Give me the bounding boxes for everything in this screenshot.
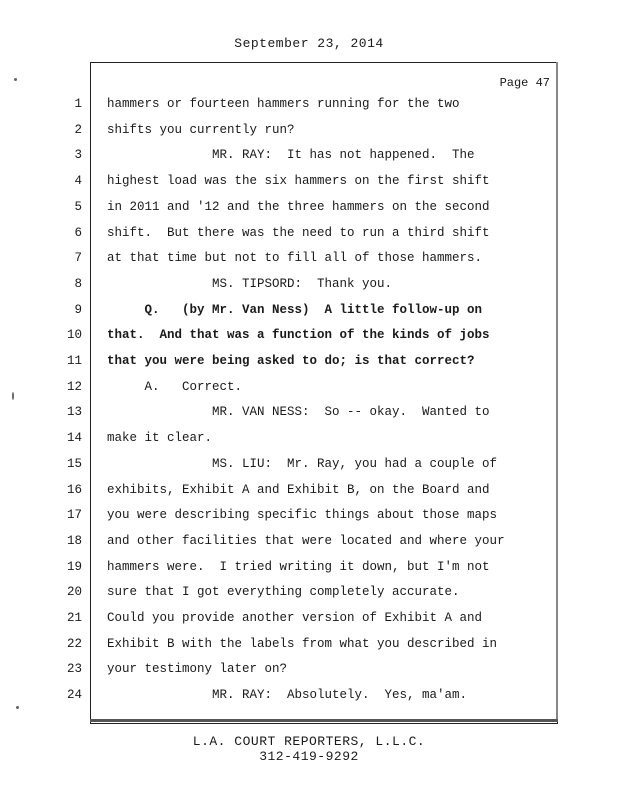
- line-number: 11: [66, 354, 82, 368]
- line-number: 15: [66, 457, 82, 471]
- line-number: 13: [66, 405, 82, 419]
- transcript-line: exhibits, Exhibit A and Exhibit B, on the Board and: [107, 483, 490, 497]
- frame-bottom-shadow: [90, 719, 558, 722]
- scan-speck: [16, 706, 19, 709]
- transcript-line: make it clear.: [107, 431, 213, 445]
- transcript-line: MR. RAY: It has not happened. The: [107, 148, 475, 162]
- transcript-line: that. And that was a function of the kinds of jobs: [107, 328, 490, 342]
- line-number: 7: [74, 251, 82, 265]
- line-number: 18: [66, 534, 82, 548]
- line-number: 12: [66, 380, 82, 394]
- transcript-line: shifts you currently run?: [107, 123, 295, 137]
- line-number: 14: [66, 431, 82, 445]
- line-number: 10: [66, 328, 82, 342]
- transcript-line: at that time but not to fill all of those hammers.: [107, 251, 483, 265]
- transcript-line: MS. TIPSORD: Thank you.: [107, 277, 393, 291]
- court-reporter-name: L.A. COURT REPORTERS, L.L.C.: [192, 734, 426, 749]
- transcript-line: highest load was the six hammers on the first shift: [107, 174, 490, 188]
- transcript-line: hammers or fourteen hammers running for the two: [107, 97, 460, 111]
- line-number: 19: [66, 560, 82, 574]
- frame-right-shadow: [556, 62, 558, 722]
- transcript-line: Q. (by Mr. Van Ness) A little follow-up on: [107, 303, 483, 317]
- transcript-line: in 2011 and '12 and the three hammers on the second: [107, 200, 490, 214]
- court-reporter-phone: 312-419-9292: [259, 749, 359, 764]
- line-number: 22: [66, 637, 82, 651]
- transcript-line: sure that I got everything completely accurate.: [107, 585, 460, 599]
- line-number: 4: [74, 174, 82, 188]
- line-number: 3: [74, 148, 82, 162]
- line-number: 8: [74, 277, 82, 291]
- scan-speck: [12, 392, 14, 400]
- transcript-line: shift. But there was the need to run a third shift: [107, 226, 490, 240]
- line-number: 9: [74, 303, 82, 317]
- transcript-line: MR. VAN NESS: So -- okay. Wanted to: [107, 405, 490, 419]
- line-number: 6: [74, 226, 82, 240]
- scan-speck: [14, 78, 17, 81]
- transcript-line: MR. RAY: Absolutely. Yes, ma'am.: [107, 688, 468, 702]
- transcript-line: Could you provide another version of Exhibit A and: [107, 611, 483, 625]
- line-number: 1: [74, 97, 82, 111]
- line-number: 16: [66, 483, 82, 497]
- transcript-line: you were describing specific things about those maps: [107, 508, 498, 522]
- line-number: 23: [66, 662, 82, 676]
- transcript-date: September 23, 2014: [234, 36, 384, 51]
- transcript-line: your testimony later on?: [107, 662, 288, 676]
- transcript-line: A. Correct.: [107, 380, 243, 394]
- transcript-line: Exhibit B with the labels from what you described in: [107, 637, 498, 651]
- line-number: 20: [66, 585, 82, 599]
- line-number: 21: [66, 611, 82, 625]
- transcript-line: and other facilities that were located and where your: [107, 534, 505, 548]
- transcript-line: MS. LIU: Mr. Ray, you had a couple of: [107, 457, 498, 471]
- transcript-line: hammers were. I tried writing it down, but I'm not: [107, 560, 490, 574]
- transcript-line: that you were being asked to do; is that correct?: [107, 354, 475, 368]
- line-number: 17: [66, 508, 82, 522]
- line-number: 24: [66, 688, 82, 702]
- page-number-label: Page 47: [499, 76, 550, 90]
- line-number: 5: [74, 200, 82, 214]
- line-number: 2: [74, 123, 82, 137]
